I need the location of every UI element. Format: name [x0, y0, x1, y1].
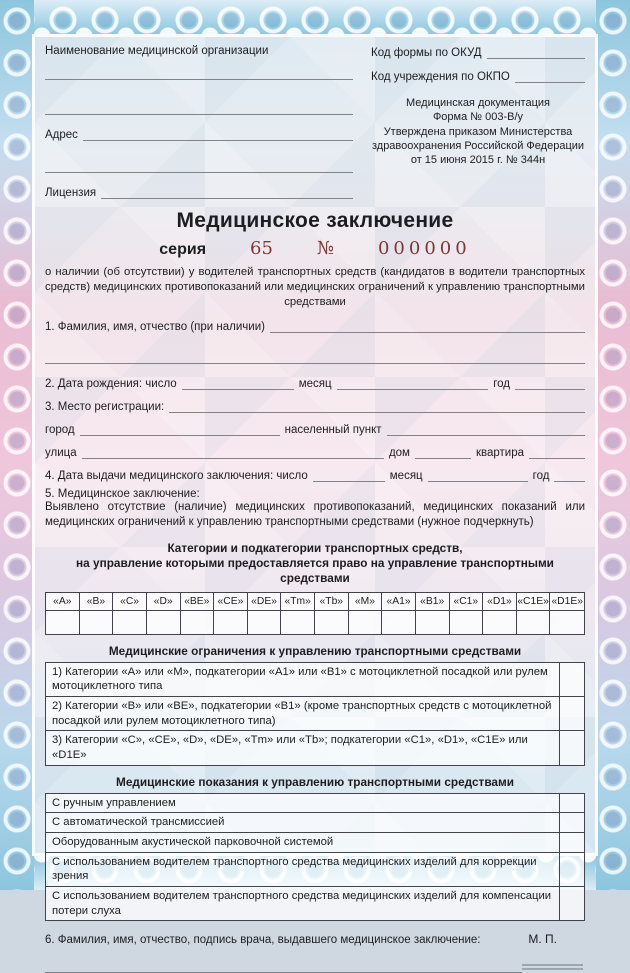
issue-year-line[interactable]	[554, 468, 585, 482]
restriction-check-cell-3[interactable]	[559, 731, 584, 764]
issue-day-line[interactable]	[313, 468, 385, 482]
doc-line-2: Форма № 003-В/у	[432, 111, 524, 124]
indication-row-4	[46, 853, 584, 887]
fio-line-1[interactable]	[270, 319, 585, 333]
street-line[interactable]	[82, 445, 384, 459]
address-line-1[interactable]	[83, 127, 353, 141]
indications-table	[45, 793, 585, 922]
okpo-line[interactable]	[515, 69, 585, 83]
header-left-block	[45, 45, 353, 199]
license-label: Лицензия	[45, 187, 97, 199]
category-header-B1: «B1»	[416, 593, 450, 611]
title-block	[45, 209, 585, 310]
okud-row	[371, 45, 585, 59]
issue-year-label: год	[532, 469, 550, 482]
categories-title-line1: Категории и подкатегории транспортных средств,	[167, 540, 463, 555]
doctor-label: 6. Фамилия, имя, отчество, подпись врача, выдавшего медицинское заключение:	[45, 934, 481, 947]
category-header-D1E: «D1E»	[550, 593, 584, 611]
indication-text-2: С автоматической трансмиссией	[52, 816, 225, 829]
form-paper	[32, 34, 598, 947]
address-row	[45, 127, 353, 141]
ornate-border-left	[0, 0, 34, 890]
category-mark-cell-BE[interactable]	[181, 611, 215, 634]
restriction-row-1	[46, 663, 584, 697]
indication-check-cell-4[interactable]	[559, 853, 584, 886]
apartment-line[interactable]	[529, 445, 585, 459]
doc-line-4: здравоохранения Российской Федерации	[371, 139, 585, 152]
indication-row-2	[46, 813, 584, 833]
category-mark-cell-B1[interactable]	[416, 611, 450, 634]
category-header-C1: «C1»	[450, 593, 484, 611]
indication-check-cell-5[interactable]	[559, 887, 584, 920]
apartment-label: квартира	[475, 446, 524, 459]
house-label: дом	[388, 446, 410, 459]
org-name-line-2[interactable]	[45, 101, 353, 115]
okpo-row	[371, 69, 585, 83]
address-line-2[interactable]	[45, 159, 353, 173]
birthdate-row	[45, 376, 585, 390]
restriction-text-2: 2) Категории «B» или «BE», подкатегории «B1» (кроме транспортных средств с мотоциклетной посадкой или рулем мотоциклетного типа)	[52, 700, 552, 727]
indication-text-5: С использованием водителем транспортного средства медицинских изделий для компенсации потери слуха	[52, 890, 552, 917]
categories-title	[45, 541, 585, 587]
category-header-CE: «CE»	[214, 593, 248, 611]
restriction-check-cell-1[interactable]	[559, 663, 584, 696]
city-label: город	[45, 423, 75, 436]
category-mark-cell-A1[interactable]	[382, 611, 416, 634]
registration-line[interactable]	[169, 399, 585, 413]
okud-line[interactable]	[487, 45, 585, 59]
restriction-row-3	[46, 731, 584, 764]
categories-title-line2: на управление которыми предоставляется право на управление транспортными средствами	[76, 556, 554, 586]
restriction-check-cell-2[interactable]	[559, 697, 584, 730]
address-label: Адрес	[45, 129, 78, 141]
city-line[interactable]	[80, 422, 280, 436]
category-header-DE: «DE»	[248, 593, 282, 611]
org-name-label: Наименование медицинской организации	[45, 45, 269, 57]
doctor-row	[45, 932, 585, 946]
issue-date-row	[45, 468, 585, 482]
birth-month-line[interactable]	[337, 376, 489, 390]
category-mark-cell-M[interactable]	[349, 611, 383, 634]
category-mark-cell-D1[interactable]	[483, 611, 517, 634]
category-header-M: «M»	[349, 593, 383, 611]
birthdate-label: 2. Дата рождения: число	[45, 377, 177, 390]
conclusion-text: Выявлено отсутствие (наличие) медицинских противопоказаний, медицинских показаний или медицинских ограничений к управлению транспортными средствами (нужное подчеркнуть)	[45, 500, 585, 529]
birth-month-label: месяц	[298, 377, 332, 390]
signature-row	[45, 962, 585, 973]
okud-label: Код формы по ОКУД	[371, 47, 482, 59]
license-line[interactable]	[101, 185, 353, 199]
category-header-D: «D»	[147, 593, 181, 611]
form-header	[45, 45, 585, 199]
doctor-signature-line[interactable]	[45, 962, 522, 973]
fio-row	[45, 319, 585, 333]
category-mark-cell-B[interactable]	[80, 611, 114, 634]
indication-check-cell-2[interactable]	[559, 813, 584, 832]
number-sign: №	[316, 238, 334, 259]
license-row	[45, 185, 353, 199]
categories-table	[45, 592, 585, 635]
indication-text-3: Оборудованным акустической парковочной системой	[52, 836, 334, 849]
category-mark-cell-DE[interactable]	[248, 611, 282, 634]
form-title: Медицинское заключение	[176, 209, 454, 232]
category-mark-cell-D1E[interactable]	[550, 611, 584, 634]
restriction-row-2	[46, 697, 584, 731]
number-value: 000000	[377, 238, 471, 259]
doc-line-5: от 15 июня 2015 г. № 344н	[410, 154, 546, 167]
settlement-line[interactable]	[387, 422, 585, 436]
printer-microprint	[522, 962, 583, 970]
issue-date-label: 4. Дата выдачи медицинского заключения: число	[45, 469, 308, 482]
category-mark-cell-D[interactable]	[147, 611, 181, 634]
ornate-border-top	[0, 0, 630, 36]
fio-line-2[interactable]	[45, 350, 585, 364]
indications-title: Медицинские показания к управлению транспортными средствами	[116, 774, 514, 789]
doc-line-3: Утверждена приказом Министерства	[383, 125, 573, 138]
registration-label: 3. Место регистрации:	[45, 400, 165, 413]
restrictions-table	[45, 662, 585, 766]
category-header-A1: «A1»	[382, 593, 416, 611]
doc-line-1: Медицинская документация	[406, 97, 550, 109]
category-mark-cell-C[interactable]	[113, 611, 147, 634]
birth-day-line[interactable]	[182, 376, 294, 390]
category-header-C1E: «C1E»	[517, 593, 551, 611]
settlement-label: населенный пункт	[284, 423, 382, 436]
restriction-text-1: 1) Категории «A» или «M», подкатегории «A1» или «B1» с мотоциклетной посадкой или рулем мотоциклетного типа	[52, 665, 548, 693]
series-label: серия	[159, 241, 207, 258]
indication-row-5	[46, 887, 584, 920]
ornate-border-right	[596, 0, 630, 890]
indication-check-cell-1[interactable]	[559, 794, 584, 813]
issue-month-line[interactable]	[428, 468, 528, 482]
category-mark-cell-CE[interactable]	[214, 611, 248, 634]
restriction-text-3: 3) Категории «C», «CE», «D», «DE», «Tm» или «Tb»; подкатегории «C1», «D1», «C1E» или «D1E»	[52, 734, 528, 762]
birth-year-line[interactable]	[515, 376, 585, 390]
category-mark-cell-C1E[interactable]	[517, 611, 551, 634]
restrictions-title: Медицинские ограничения к управлению транспортными средствами	[108, 643, 522, 658]
doc-reference-block	[371, 96, 585, 167]
indication-check-cell-3[interactable]	[559, 833, 584, 852]
org-name-line-1[interactable]	[45, 66, 353, 80]
category-mark-cell-C1[interactable]	[450, 611, 484, 634]
category-mark-cell-A[interactable]	[46, 611, 80, 634]
indication-row-1	[46, 794, 584, 814]
serial-row	[45, 238, 585, 259]
category-header-B: «B»	[80, 593, 114, 611]
birth-year-label: год	[493, 377, 510, 390]
category-header-BE: «BE»	[181, 593, 215, 611]
street-label: улица	[45, 446, 77, 459]
header-right-block	[353, 45, 585, 199]
category-header-Tb: «Tb»	[315, 593, 349, 611]
fio-label: 1. Фамилия, имя, отчество (при наличии)	[45, 320, 265, 333]
street-row	[45, 445, 585, 459]
series-value: 65	[250, 238, 273, 259]
conclusion-label: 5. Медицинское заключение:	[45, 487, 200, 500]
okpo-label: Код учреждения по ОКПО	[371, 71, 510, 83]
category-header-A: «A»	[46, 593, 80, 611]
category-header-Tm: «Tm»	[281, 593, 315, 611]
registration-row	[45, 399, 585, 413]
category-header-D1: «D1»	[483, 593, 517, 611]
form-subtitle: о наличии (об отсутствии) у водителей транспортных средств (кандидатов в водители транспортных средств) медицинских противопоказаний или медицинских ограничений к управлению транспортными средствами	[45, 266, 585, 308]
issue-month-label: месяц	[389, 469, 423, 482]
stamp-placeholder: М. П.	[528, 932, 557, 947]
indication-text-1: С ручным управлением	[52, 796, 176, 809]
indication-row-3	[46, 833, 584, 853]
indication-text-4: С использованием водителем транспортного средства медицинских изделий для коррекции зрения	[52, 855, 537, 883]
category-mark-cell-Tm[interactable]	[281, 611, 315, 634]
city-row	[45, 422, 585, 436]
house-line[interactable]	[415, 445, 471, 459]
category-mark-cell-Tb[interactable]	[315, 611, 349, 634]
category-header-C: «C»	[113, 593, 147, 611]
